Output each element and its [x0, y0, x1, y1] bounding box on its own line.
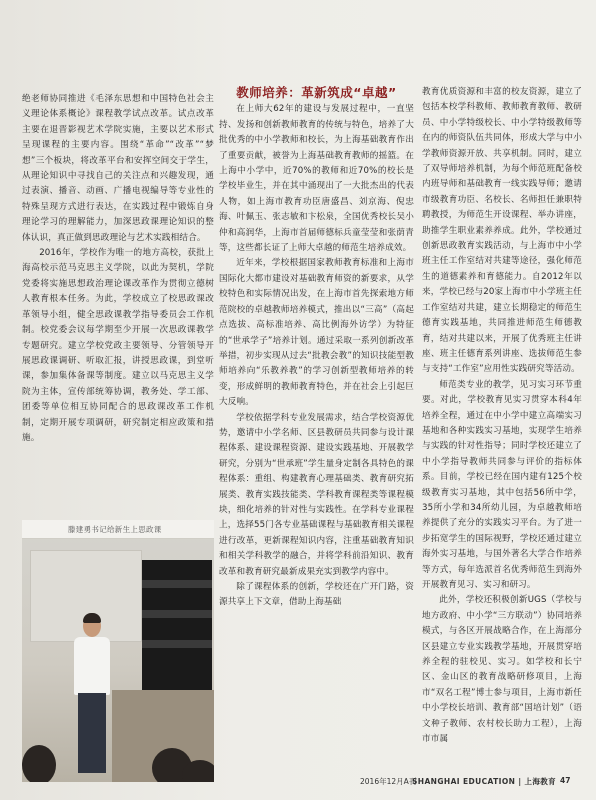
article-column-2	[219, 85, 414, 611]
paragraph: 除了课程体系的创新，学校还在广开门路，资源共享上下文章，借助上海基础	[219, 582, 414, 608]
projector-screen	[142, 560, 212, 690]
lecture-photo	[22, 520, 214, 782]
photo-caption: 滕建勇书记给新生上思政课	[68, 525, 162, 534]
page-footer	[0, 776, 596, 790]
paragraph: 在上师大62年的建设与发展过程中，一直坚持、发扬和创新教师教育的传统与特色，培养了大批优秀的中小学教师和校长，为上海基础教育作出了重要贡献，被誉为上海基础教育教师的摇篮。在上海中小学中，近70%的教师和近70%的校长是学校毕业生，并在其中涌现出了一大批杰出的代表人物，如上海市教育功臣唐盛昌、刘京海、倪忠海、叶佩玉、张志敏和卞松泉，全国优秀校长吴小仲和高润华，上海市首届师德标兵童莹莹和张荫青等，这些都长证了上师大卓越的师范生培养成效。	[219, 104, 414, 254]
section-title: 教师培养：革新筑成“卓越”	[236, 85, 397, 100]
issue-date: 2016年12月A刊	[360, 777, 417, 786]
photo-caption-bar	[22, 520, 214, 539]
lecturer-figure	[72, 615, 112, 775]
paragraph: 学校依据学科专业发展需求，结合学校资源优势，邀请中小学名师、区县教研员共同参与设计课程体系、建设课程资源、建设实践基地、开展教学研究，分别为“世承班”学生量身定制各具特色的课程体系：重组、构建教育心理基础类、教育研究拓展类、教育实践技能类、学科教育课程类等课程模块，细化培养的针对性与实践性。在学科专业课程上，选择55门各专业基础课程与基础教育相关课程进行改革，更新课程知识内容，注重基础教育知识和相关学科教学的融合，并将学科前沿知识、教育改革和教育研究最新成果充实到教学内容中。	[219, 412, 414, 577]
paragraph: 此外，学校还积极创新UGS（学校与地方政府、中小学“三方联动”）协同培养模式，与各区开展战略合作，在上海部分区县建立专业实践教学基地，开展贯穿培养全程的驻校见、实习。如学校和长宁区、金山区的教育战略研修项目，上海市“双名工程”博士参与项目，上海市新任中小学校长培训、教育部“国培计划”（语文种子教师、农村校长助力工程），上海市市属	[422, 595, 582, 745]
paragraph: 教育优质资源和丰富的校友资源，建立了包括本校学科教师、教师教育教师、教研员、中小学特级校长、中小学特级教师等在内的师资队伍共同体，形成大学与中小学教师资源开放、共享机制。同时，建立了双导师培养机制，为每个师范班配备校内班导师和基础教育一线实践导师；邀请市级教育功臣、名校长、名师担任兼职特聘教授，为师范生开设课程、举办讲座，助推学生职业素养养成。此外，学校通过创新思政教育实践活动，与上海市中小学班主任工作室结对共建等途径，强化师范生的道德素养和育德能力。自2012年以来，学校已经与20家上海市中小学班主任工作室结对共建，建立长期稳定的师范生德育实践基地，共同推进师范生师德教育，结对共建以来，开展了优秀班主任讲座、班主任德育系列讲座、选拔师范生参与支持“工作室”应用性实践研究等活动。	[422, 87, 582, 375]
page-number: 47	[560, 776, 571, 785]
publication-name: SHANGHAI EDUCATION | 上海教育	[412, 777, 557, 786]
paragraph: 近年来，学校根据国家教师教育标准和上海市国际化大都市建设对基础教育师资的新要求，从学校特色和实际情况出发，在上海市首先探索地方师范院校的卓越教师培养模式，推出以“三高”（高起点选拔、高标准培养、高比例海外访学）为特征的“世承学子”培养计划。通过采取一系列创新改革举措，初步实现从过去“批教会教”的知识技能型教师培养向“乐教养教”的学习创新型教师培养的转变，形成鲜明的教师教育特色，并在社会上引起巨大反响。	[219, 258, 414, 408]
article-column-3	[422, 85, 582, 747]
paragraph: 绝老师协同推进《毛泽东思想和中国特色社会主义理论体系概论》课程教学试点改革。试点改革主要在退晋影视艺术学院实施，主要以艺术形式呈现课程的主要内容。围绕“革命”“改革”“梦想”三个板块，将改革平台和安挥空间交于学生，从理论知识中寻找自己的关注点和兴趣发现，通过表演、播音、动画、广播电视编导等专业性的特殊呈现方式进行表达，在实践过程中锻炼自身理论学习的理解能力，加深思政课理论知识的整体认识，真正做到思政理论与艺术实践相结合。	[22, 94, 214, 243]
article-column-1	[22, 92, 214, 446]
paragraph: 2016年，学校作为唯一的地方高校，获批上海高校示范马克思主义学院，以此为契机，学院党委将实施思想政治理论课改革作为贯彻立德树人教育根本任务。为此，学校成立了校思政课改革领导小组，健全思政课教学指导委员会工作机制。校党委会议每学期至少开展一次思政课教学专题研究。建立学校党政主要领导、分管领导开展思政课调研、听取汇报，讲授思政课，到堂听课，参加集体备课等制度。建立以马克思主义学院为主体，宣传部统筹协调，教务处、学工部、团委等单位相互协同配合的思政课改革工作机制，定期开展专项调研，研究制定相应政策和措施。	[22, 248, 214, 443]
paragraph: 师范类专业的教学，见习实习环节重要。对此，学校教育见实习贯穿本科4年培养全程，通过在中小学中建立高端实习基地和各种实践实习基地，实现学生培养与实践的针对性指导；同时学校还建立了中小学指导教师共同参与评价的指标体系。目前，学校已经在国内建有125个校级教育实习基地，其中包括56所中学，35所小学和34所幼儿园，为卓越教师培养提供了充分的实践实习平台。为了进一步拓宽学生的国际视野，学校还通过建立海外实习基地，与国外著名大学合作培养等方式，每年选派首名优秀师范生到海外开展教育见习、实习和研习。	[422, 379, 582, 590]
